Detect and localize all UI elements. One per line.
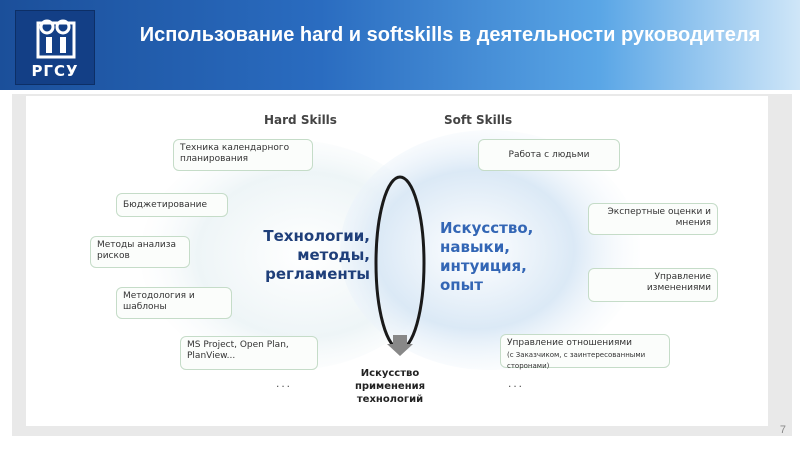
soft-ellipsis: ... [508,376,525,390]
hard-ellipsis: ... [276,376,293,390]
hard-main-text: Технологии, методы, регламенты [263,227,370,283]
soft-item-change: Управление изменениями [588,268,718,302]
center-caption: Искусство применения технологий [354,368,426,405]
soft-item-expert: Экспертные оценки и мнения [588,203,718,235]
hard-item-tools: MS Project, Open Plan, PlanView... [180,336,318,370]
slide-title: Использование hard и softskills в деятельности руководителя [139,24,761,46]
soft-main-text: Искусство, навыки, интуиция, опыт [440,219,534,294]
soft-item-relations-label: Управление отношениями [507,338,633,348]
hard-item-risk: Методы анализа рисков [90,236,190,268]
soft-skills-header: Soft Skills [444,113,513,127]
hard-item-budgeting: Бюджетирование [116,193,228,217]
hard-item-methodology: Методология и шаблоны [116,287,232,319]
logo-text: РГСУ [31,62,79,80]
hard-skills-header: Hard Skills [264,113,337,127]
soft-item-relations [500,334,670,368]
soft-item-people: Работа с людьми [478,139,620,171]
page-number: 7 [779,424,786,436]
hard-item-calendar: Техника календарного планирования [173,139,313,171]
soft-item-relations-sub: (с Заказчиком, с заинтересованными сторонами) [507,351,646,370]
